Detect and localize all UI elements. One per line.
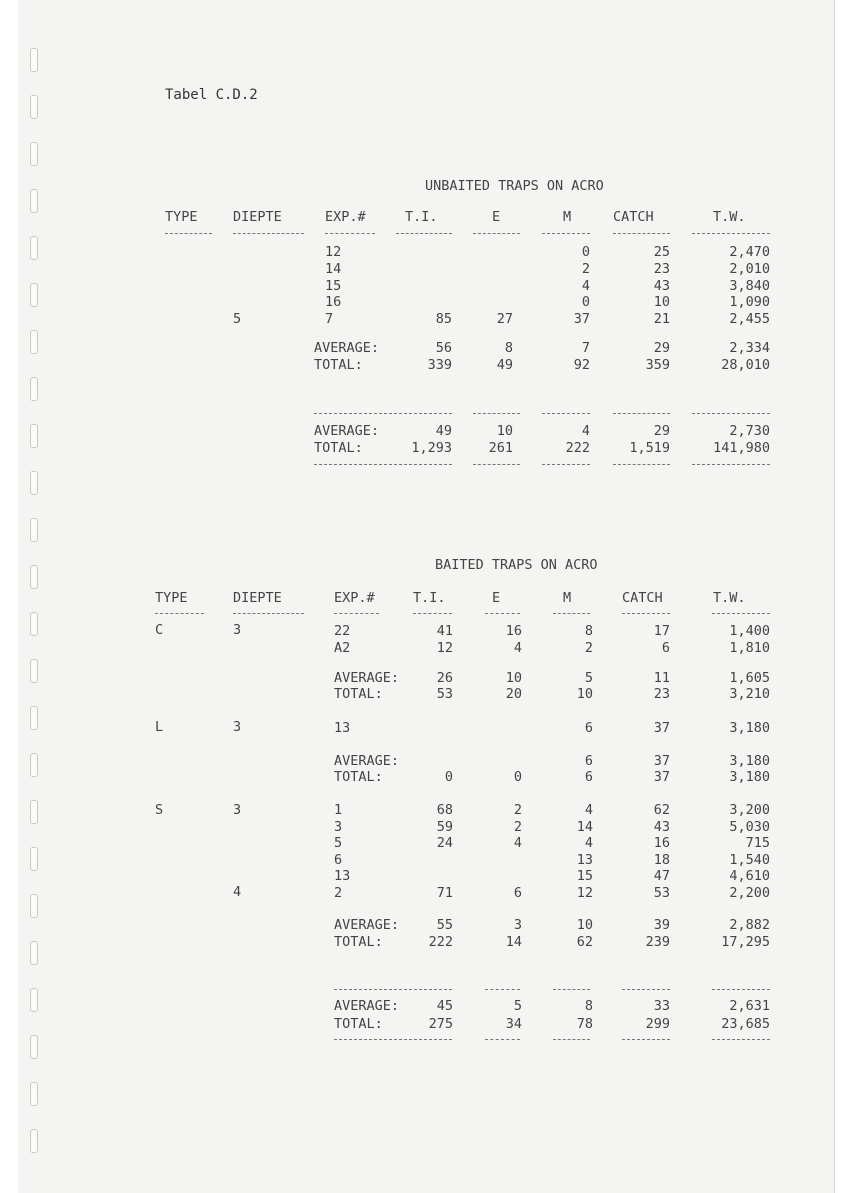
binding-hole	[30, 95, 38, 119]
catch-value: 37	[653, 720, 670, 736]
binding-holes	[30, 0, 40, 1193]
column-header: DIEPTE	[233, 209, 282, 225]
header-underline	[334, 613, 379, 614]
m-value: 12	[576, 884, 593, 901]
total-ti: 222	[428, 934, 453, 950]
ti-value: 24	[436, 835, 453, 851]
exp-number: 15	[325, 277, 342, 294]
summary-rule	[542, 413, 590, 414]
binding-hole	[30, 1082, 38, 1106]
summary-rule	[542, 464, 590, 465]
header-underline	[165, 233, 212, 234]
binding-hole	[30, 48, 38, 72]
ti-value: 68	[436, 802, 453, 818]
column-header: E	[492, 590, 501, 606]
tw-value: 4,610	[729, 868, 770, 884]
average-label: AVERAGE:	[314, 340, 380, 356]
exp-number: 13	[334, 868, 351, 884]
ti-value: 71	[436, 884, 453, 901]
column-header: M	[563, 209, 572, 225]
binding-hole	[30, 142, 38, 166]
grand-average-m: 4	[581, 423, 590, 439]
average-m: 5	[584, 670, 593, 686]
summary-rule	[334, 1039, 452, 1040]
column-header: T.I.	[405, 209, 438, 225]
binding-hole	[30, 941, 38, 965]
total-label: TOTAL:	[334, 686, 383, 702]
section-heading-baited: BAITED TRAPS ON ACRO	[435, 557, 598, 573]
exp-number: 3	[334, 818, 343, 835]
m-value: 15	[576, 868, 593, 884]
binding-hole	[30, 189, 38, 213]
grand-average-catch: 29	[653, 423, 670, 439]
tw-value: 1,540	[729, 851, 770, 868]
header-underline	[155, 613, 204, 614]
header-underline	[692, 233, 770, 234]
depth-value: 3	[233, 719, 242, 735]
tw-value: 5,030	[729, 818, 770, 835]
catch-value: 10	[653, 294, 670, 311]
ti-value: 85	[435, 311, 452, 328]
summary-rule	[712, 1039, 770, 1040]
summary-rule	[692, 413, 770, 414]
header-underline	[413, 613, 452, 614]
average-e: 10	[505, 670, 522, 686]
total-tw: 17,295	[721, 934, 770, 950]
total-tw: 3,210	[729, 686, 770, 702]
catch-value: 21	[653, 311, 670, 328]
catch-value: 43	[653, 277, 670, 294]
grand-total-ti: 1,293	[411, 440, 452, 456]
total-catch: 239	[645, 934, 670, 950]
summary-rule	[485, 989, 520, 990]
total-m: 6	[584, 769, 593, 785]
column-header: EXP.#	[334, 590, 375, 606]
catch-value: 16	[653, 835, 670, 851]
catch-value: 62	[653, 802, 670, 818]
exp-number: 1	[334, 802, 343, 818]
binding-hole	[30, 706, 38, 730]
catch-value: 43	[653, 818, 670, 835]
binding-hole	[30, 612, 38, 636]
tw-value: 3,180	[729, 720, 770, 736]
grand-total-label: TOTAL:	[334, 1016, 383, 1032]
catch-value: 47	[653, 868, 670, 884]
grand-total-label: TOTAL:	[314, 440, 363, 456]
grand-average-catch: 33	[653, 998, 670, 1014]
m-value: 0	[581, 294, 590, 311]
exp-number: 6	[334, 851, 343, 868]
total-catch: 359	[645, 357, 670, 373]
grand-average-tw: 2,730	[729, 423, 770, 439]
column-header: T.W.	[713, 209, 746, 225]
average-ti: 26	[436, 670, 453, 686]
header-underline	[233, 233, 304, 234]
exp-number: 14	[325, 260, 342, 277]
average-m: 6	[584, 753, 593, 769]
m-value: 2	[581, 260, 590, 277]
summary-rule	[473, 464, 520, 465]
summary-rule	[553, 1039, 590, 1040]
exp-number: 22	[334, 623, 351, 639]
average-label: AVERAGE:	[334, 753, 400, 769]
page-title: Tabel C.D.2	[165, 87, 258, 103]
exp-number: 16	[325, 294, 342, 311]
header-underline	[542, 233, 590, 234]
total-e: 14	[505, 934, 522, 950]
grand-average-ti: 49	[435, 423, 452, 439]
ti-value: 41	[436, 623, 453, 639]
e-value: 6	[513, 884, 522, 901]
e-value: 4	[513, 835, 522, 851]
average-catch: 37	[653, 753, 670, 769]
tw-value: 715	[745, 835, 770, 851]
grand-average-label: AVERAGE:	[314, 423, 380, 439]
summary-rule	[553, 989, 590, 990]
catch-value: 23	[653, 260, 670, 277]
total-ti: 53	[436, 686, 453, 702]
average-m: 10	[576, 917, 593, 933]
grand-average-tw: 2,631	[729, 998, 770, 1014]
type-value: L	[155, 719, 164, 735]
m-value: 13	[576, 851, 593, 868]
average-e: 3	[513, 917, 522, 933]
grand-average-e: 5	[513, 998, 522, 1014]
column-header: T.W.	[713, 590, 746, 606]
grand-average-ti: 45	[436, 998, 453, 1014]
e-value: 2	[513, 818, 522, 835]
summary-rule	[692, 464, 770, 465]
grand-total-ti: 275	[428, 1016, 453, 1032]
binding-hole	[30, 988, 38, 1012]
e-value: 27	[496, 311, 513, 328]
grand-total-catch: 1,519	[629, 440, 670, 456]
header-underline	[325, 233, 375, 234]
binding-hole	[30, 753, 38, 777]
e-value: 16	[505, 623, 522, 639]
summary-rule	[473, 413, 520, 414]
e-value: 2	[513, 802, 522, 818]
average-ti: 56	[435, 340, 452, 356]
grand-total-m: 78	[576, 1016, 593, 1032]
average-tw: 2,334	[729, 340, 770, 356]
exp-number: 2	[334, 884, 343, 901]
average-label: AVERAGE:	[334, 670, 400, 686]
column-header: CATCH	[613, 209, 654, 225]
total-m: 92	[573, 357, 590, 373]
total-catch: 23	[653, 686, 670, 702]
binding-hole	[30, 377, 38, 401]
binding-hole	[30, 1129, 38, 1153]
column-header: TYPE	[155, 590, 188, 606]
grand-total-tw: 141,980	[713, 440, 770, 456]
m-value: 0	[581, 244, 590, 260]
summary-rule	[613, 464, 670, 465]
m-value: 8	[584, 623, 593, 639]
binding-hole	[30, 894, 38, 918]
total-ti: 0	[444, 769, 453, 785]
tw-value: 2,010	[729, 260, 770, 277]
total-e: 49	[496, 357, 513, 373]
header-underline	[473, 233, 520, 234]
total-label: TOTAL:	[334, 934, 383, 950]
m-value: 4	[581, 277, 590, 294]
tw-value: 2,455	[729, 311, 770, 328]
binding-hole	[30, 565, 38, 589]
average-ti: 55	[436, 917, 453, 933]
average-label: AVERAGE:	[334, 917, 400, 933]
exp-number: 7	[325, 311, 334, 328]
summary-rule	[613, 413, 670, 414]
summary-rule	[314, 464, 452, 465]
summary-rule	[712, 989, 770, 990]
binding-hole	[30, 471, 38, 495]
grand-total-catch: 299	[645, 1016, 670, 1032]
exp-number: 5	[334, 835, 343, 851]
binding-hole	[30, 659, 38, 683]
total-catch: 37	[653, 769, 670, 785]
total-tw: 3,180	[729, 769, 770, 785]
tw-value: 1,400	[729, 623, 770, 639]
header-underline	[622, 613, 670, 614]
catch-value: 53	[653, 884, 670, 901]
tw-value: 2,200	[729, 884, 770, 901]
exp-number: A2	[334, 639, 351, 656]
binding-hole	[30, 424, 38, 448]
binding-hole	[30, 1035, 38, 1059]
column-header: M	[563, 590, 572, 606]
average-e: 8	[504, 340, 513, 356]
catch-value: 25	[653, 244, 670, 260]
column-header: TYPE	[165, 209, 198, 225]
average-catch: 11	[653, 670, 670, 686]
column-header: T.I.	[413, 590, 446, 606]
catch-value: 18	[653, 851, 670, 868]
tw-value: 3,200	[729, 802, 770, 818]
binding-hole	[30, 330, 38, 354]
binding-hole	[30, 800, 38, 824]
exp-number: 13	[334, 720, 351, 736]
m-value: 6	[584, 720, 593, 736]
total-ti: 339	[427, 357, 452, 373]
total-e: 0	[513, 769, 522, 785]
average-catch: 39	[653, 917, 670, 933]
grand-total-tw: 23,685	[721, 1016, 770, 1032]
header-underline	[233, 613, 304, 614]
tw-value: 1,090	[729, 294, 770, 311]
m-value: 2	[584, 639, 593, 656]
total-e: 20	[505, 686, 522, 702]
binding-hole	[30, 518, 38, 542]
e-value: 4	[513, 639, 522, 656]
depth-value: 4	[233, 884, 242, 900]
header-underline	[613, 233, 670, 234]
grand-average-m: 8	[584, 998, 593, 1014]
binding-hole	[30, 847, 38, 871]
grand-average-e: 10	[496, 423, 513, 439]
header-underline	[553, 613, 590, 614]
total-label: TOTAL:	[334, 769, 383, 785]
average-tw: 1,605	[729, 670, 770, 686]
summary-rule	[485, 1039, 520, 1040]
summary-rule	[622, 989, 670, 990]
ti-value: 59	[436, 818, 453, 835]
column-header: DIEPTE	[233, 590, 282, 606]
tw-value: 3,840	[729, 277, 770, 294]
total-m: 62	[576, 934, 593, 950]
average-catch: 29	[653, 340, 670, 356]
tw-value: 1,810	[729, 639, 770, 656]
depth-value: 3	[233, 802, 242, 818]
total-label: TOTAL:	[314, 357, 363, 373]
exp-number: 12	[325, 244, 342, 260]
depth-value: 5	[233, 311, 242, 328]
average-tw: 2,882	[729, 917, 770, 933]
average-m: 7	[581, 340, 590, 356]
binding-hole	[30, 236, 38, 260]
ti-value: 12	[436, 639, 453, 656]
m-value: 37	[573, 311, 590, 328]
total-m: 10	[576, 686, 593, 702]
type-value: S	[155, 802, 164, 818]
header-underline	[396, 233, 452, 234]
grand-total-e: 34	[505, 1016, 522, 1032]
column-header: E	[492, 209, 501, 225]
m-value: 4	[584, 802, 593, 818]
average-tw: 3,180	[729, 753, 770, 769]
total-tw: 28,010	[721, 357, 770, 373]
type-value: C	[155, 622, 164, 638]
header-underline	[712, 613, 770, 614]
column-header: CATCH	[622, 590, 663, 606]
m-value: 4	[584, 835, 593, 851]
catch-value: 17	[653, 623, 670, 639]
catch-value: 6	[661, 639, 670, 656]
tw-value: 2,470	[729, 244, 770, 260]
grand-total-m: 222	[565, 440, 590, 456]
grand-total-e: 261	[488, 440, 513, 456]
header-underline	[485, 613, 520, 614]
summary-rule	[622, 1039, 670, 1040]
grand-average-label: AVERAGE:	[334, 998, 400, 1014]
depth-value: 3	[233, 622, 242, 638]
m-value: 14	[576, 818, 593, 835]
column-header: EXP.#	[325, 209, 366, 225]
summary-rule	[334, 989, 452, 990]
summary-rule	[314, 413, 452, 414]
section-heading-unbaited: UNBAITED TRAPS ON ACRO	[425, 178, 604, 194]
binding-hole	[30, 283, 38, 307]
